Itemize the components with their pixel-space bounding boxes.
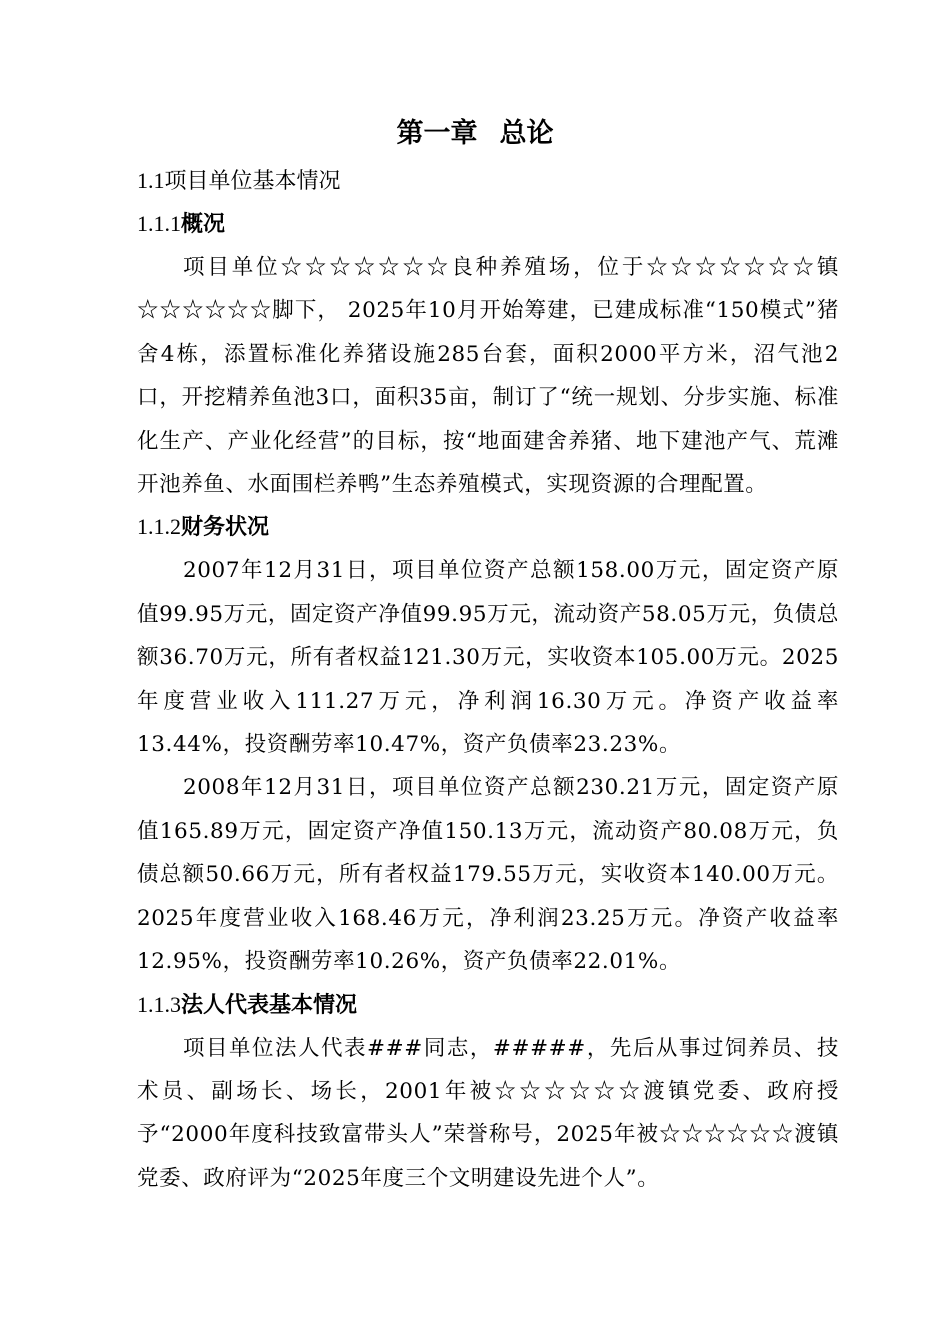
overview-paragraph: 项目单位☆☆☆☆☆☆☆良种养殖场，位于☆☆☆☆☆☆☆镇☆☆☆☆☆☆脚下， 2025年10月开始筹建，已建成标准“150模式”猪舍4栋，添置标准化养猪设施285台套，面积2000平方米，沼气池2口，开挖精养鱼池3口，面积35亩，制订了“统一规划、分步实施、标准化生产、产业化经营”的目标，按“地面建舍养猪、地下建池产气、荒滩开池养鱼、水面围栏养鸭”生态养殖模式，实现资源的合理配置。	[137, 255, 839, 498]
chapter-name: 总论	[499, 118, 554, 149]
section-heading-1-1-3	[137, 984, 839, 1027]
financial-paragraph-2008: 2008年12月31日，项目单位资产总额230.21万元，固定资产原值165.89万元，固定资产净值150.13万元，流动资产80.08万元，负债总额50.66万元，所有者权益179.55万元，实收资本140.00万元。2025年度营业收入168.46万元，净利润23.25万元。净资产收益率12.95%，投资酬劳率10.26%，资产负债率22.01%。	[137, 775, 839, 975]
section-number: 1.1.3	[137, 991, 181, 1017]
section-title: 项目单位基本情况	[164, 169, 341, 194]
financial-paragraph-2007: 2007年12月31日，项目单位资产总额158.00万元，固定资产原值99.95万元，固定资产净值99.95万元，流动资产58.05万元，负债总额36.70万元，所有者权益121.30万元，实收资本105.00万元。2025年度营业收入111.27万元，净利润16.30万元。净资产收益率13.44%，投资酬劳率10.47%，资产负债率23.23%。	[137, 558, 839, 758]
legal-representative-paragraph: 项目单位法人代表###同志，#####，先后从事过饲养员、技术员、副场长、场长，2001年被☆☆☆☆☆☆渡镇党委、政府授予“2000年度科技致富带头人”荣誉称号，2025年被☆☆☆☆☆☆渡镇党委、政府评为“2025年度三个文明建设先进个人”。	[137, 1035, 839, 1191]
section-number: 1.1.1	[137, 211, 181, 236]
document-body	[137, 160, 839, 1200]
section-number: 1.1.2	[137, 514, 181, 540]
section-heading-1-1	[137, 160, 839, 203]
section-number: 1.1	[137, 168, 165, 193]
section-title: 法人代表基本情况	[181, 992, 358, 1018]
section-heading-1-1-1	[137, 203, 839, 246]
chapter-number: 第一章	[396, 118, 478, 149]
chapter-title	[0, 114, 950, 154]
section-heading-1-1-2	[137, 506, 839, 549]
section-title: 概况	[181, 212, 226, 237]
section-title: 财务状况	[181, 515, 270, 541]
